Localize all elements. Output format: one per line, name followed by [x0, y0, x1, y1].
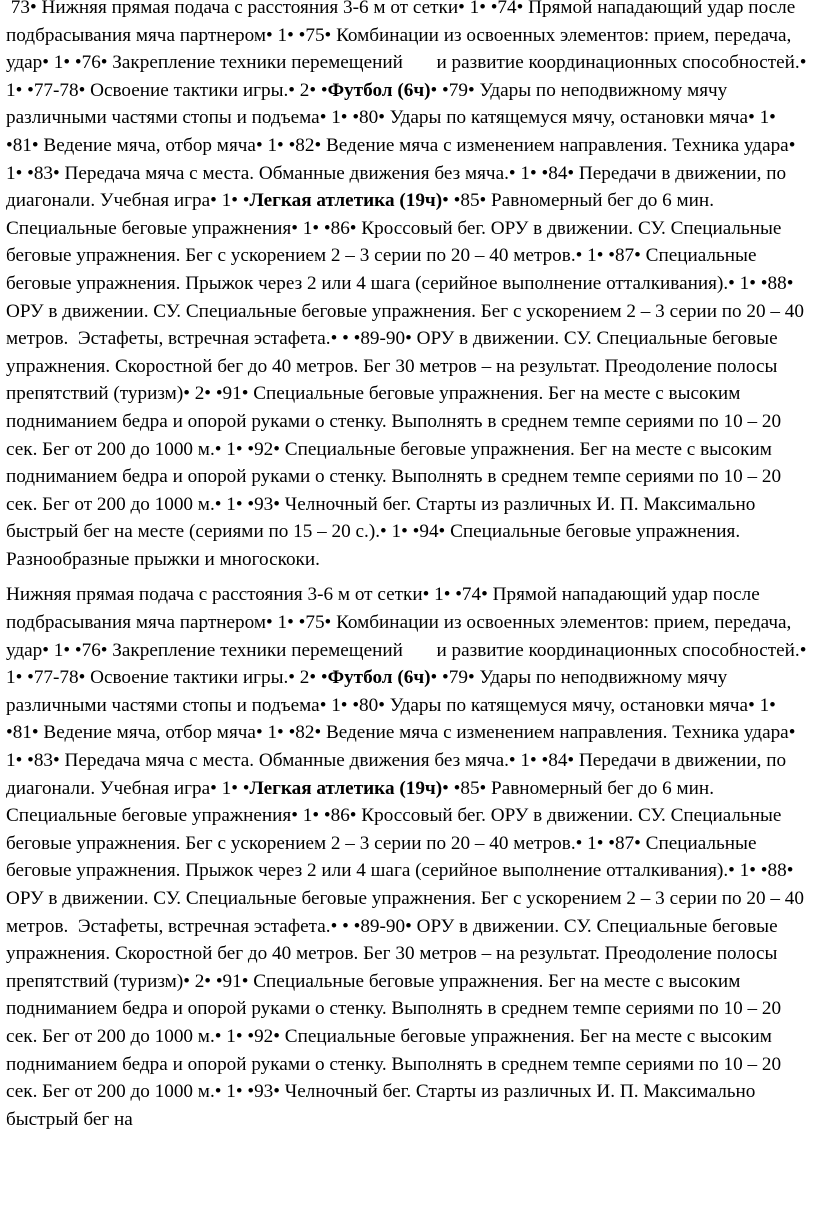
document-paragraph: [6, 581, 810, 1133]
section-heading-athletics: Легкая атлетика (19ч): [249, 190, 443, 212]
document-paragraph: [6, 0, 810, 573]
paragraph-text: • •79• Удары по неподвижному мячу различными частями стопы и подъема• 1• •80• Удары по катящемуся мячу, остановки мяча• 1• •81• Ведение мяча, отбор мяча• 1• •82• Ведение мяча с изменением направления. Техника удара• 1• •83• Передача мяча с места. Обманные движения без мяча.• 1• •84• Передачи в движении, по диагонали. Учебная игра• 1• •: [6, 79, 801, 212]
section-heading-athletics: Легкая атлетика (19ч): [249, 777, 443, 799]
section-heading-football: Футбол (6ч): [327, 667, 431, 689]
paragraph-text: • •85• Равномерный бег до 6 мин. Специальные беговые упражнения• 1• •86• Кроссовый бег. ОРУ в движении. СУ. Специальные беговые упражнения. Бег с ускорением 2 – 3 серии по 20 – 40 метров.• 1• •87• Специальные беговые упражнения. Прыжок через 2 или 4 шага (серийное выполнение отталкивания).• 1• •88• ОРУ в движении. СУ. Специальные беговые упражнения. Бег с ускорением 2 – 3 серии по 20 – 40 метров. Эстафеты, встречная эстафета.• • •89-90• ОРУ в движении. СУ. Специальные беговые упражнения. Скоростной бег до 40 метров. Бег 30 метров – на результат. Преодоление полосы препятствий (туризм)• 2• •91• Специальные беговые упражнения. Бег на месте с высоким подниманием бедра и опорой руками о стенку. Выполнять в среднем темпе сериями по 10 – 20 сек. Бег от 200 до 1000 м.• 1• •92• Специальные беговые упражнения. Бег на месте с высоким подниманием бедра и опорой руками о стенку. Выполнять в среднем темпе сериями по 10 – 20 сек. Бег от 200 до 1000 м.• 1• •93• Челночный бег. Старты из различных И. П. Максимально быстрый бег на: [6, 777, 809, 1130]
paragraph-text: • •79• Удары по неподвижному мячу различными частями стопы и подъема• 1• •80• Удары по катящемуся мячу, остановки мяча• 1• •81• Ведение мяча, отбор мяча• 1• •82• Ведение мяча с изменением направления. Техника удара• 1• •83• Передача мяча с места. Обманные движения без мяча.• 1• •84• Передачи в движении, по диагонали. Учебная игра• 1• •: [6, 667, 801, 799]
paragraph-text: Нижняя прямая подача с расстояния 3-6 м от сетки• 1• •74• Прямой нападающий удар после подбрасывания мяча партнером• 1• •75• Комбинации из освоенных элементов: прием, передача, удар• 1• •76• Закрепление техники перемещений и развитие координационных способностей.• 1• •77-78• Освоение тактики игры.• 2• •: [6, 584, 812, 689]
paragraph-text: • •85• Равномерный бег до 6 мин. Специальные беговые упражнения• 1• •86• Кроссовый бег. ОРУ в движении. СУ. Специальные беговые упражнения. Бег с ускорением 2 – 3 серии по 20 – 40 метров.• 1• •87• Специальные беговые упражнения. Прыжок через 2 или 4 шага (серийное выполнение отталкивания).• 1• •88• ОРУ в движении. СУ. Специальные беговые упражнения. Бег с ускорением 2 – 3 серии по 20 – 40 метров. Эстафеты, встречная эстафета.• • •89-90• ОРУ в движении. СУ. Специальные беговые упражнения. Скоростной бег до 40 метров. Бег 30 метров – на результат. Преодоление полосы препятствий (туризм)• 2• •91• Специальные беговые упражнения. Бег на месте с высоким подниманием бедра и опорой руками о стенку. Выполнять в среднем темпе сериями по 10 – 20 сек. Бег от 200 до 1000 м.• 1• •92• Специальные беговые упражнения. Бег на месте с высоким подниманием бедра и опорой руками о стенку. Выполнять в среднем темпе сериями по 10 – 20 сек. Бег от 200 до 1000 м.• 1• •93• Челночный бег. Старты из различных И. П. Максимально быстрый бег на месте (сериями по 15 – 20 с.).• 1• •94• Специальные беговые упражнения. Разнообразные прыжки и многоскоки.: [6, 190, 809, 570]
section-heading-football: Футбол (6ч): [327, 79, 431, 101]
paragraph-text: 73• Нижняя прямая подача с расстояния 3-6 м от сетки• 1• •74• Прямой нападающий удар после подбрасывания мяча партнером• 1• •75• Комбинации из освоенных элементов: прием, передача, удар• 1• •76• Закрепление техники перемещений и развитие координационных способностей.• 1• •77-78• Освоение тактики игры.• 2• •: [6, 0, 812, 101]
